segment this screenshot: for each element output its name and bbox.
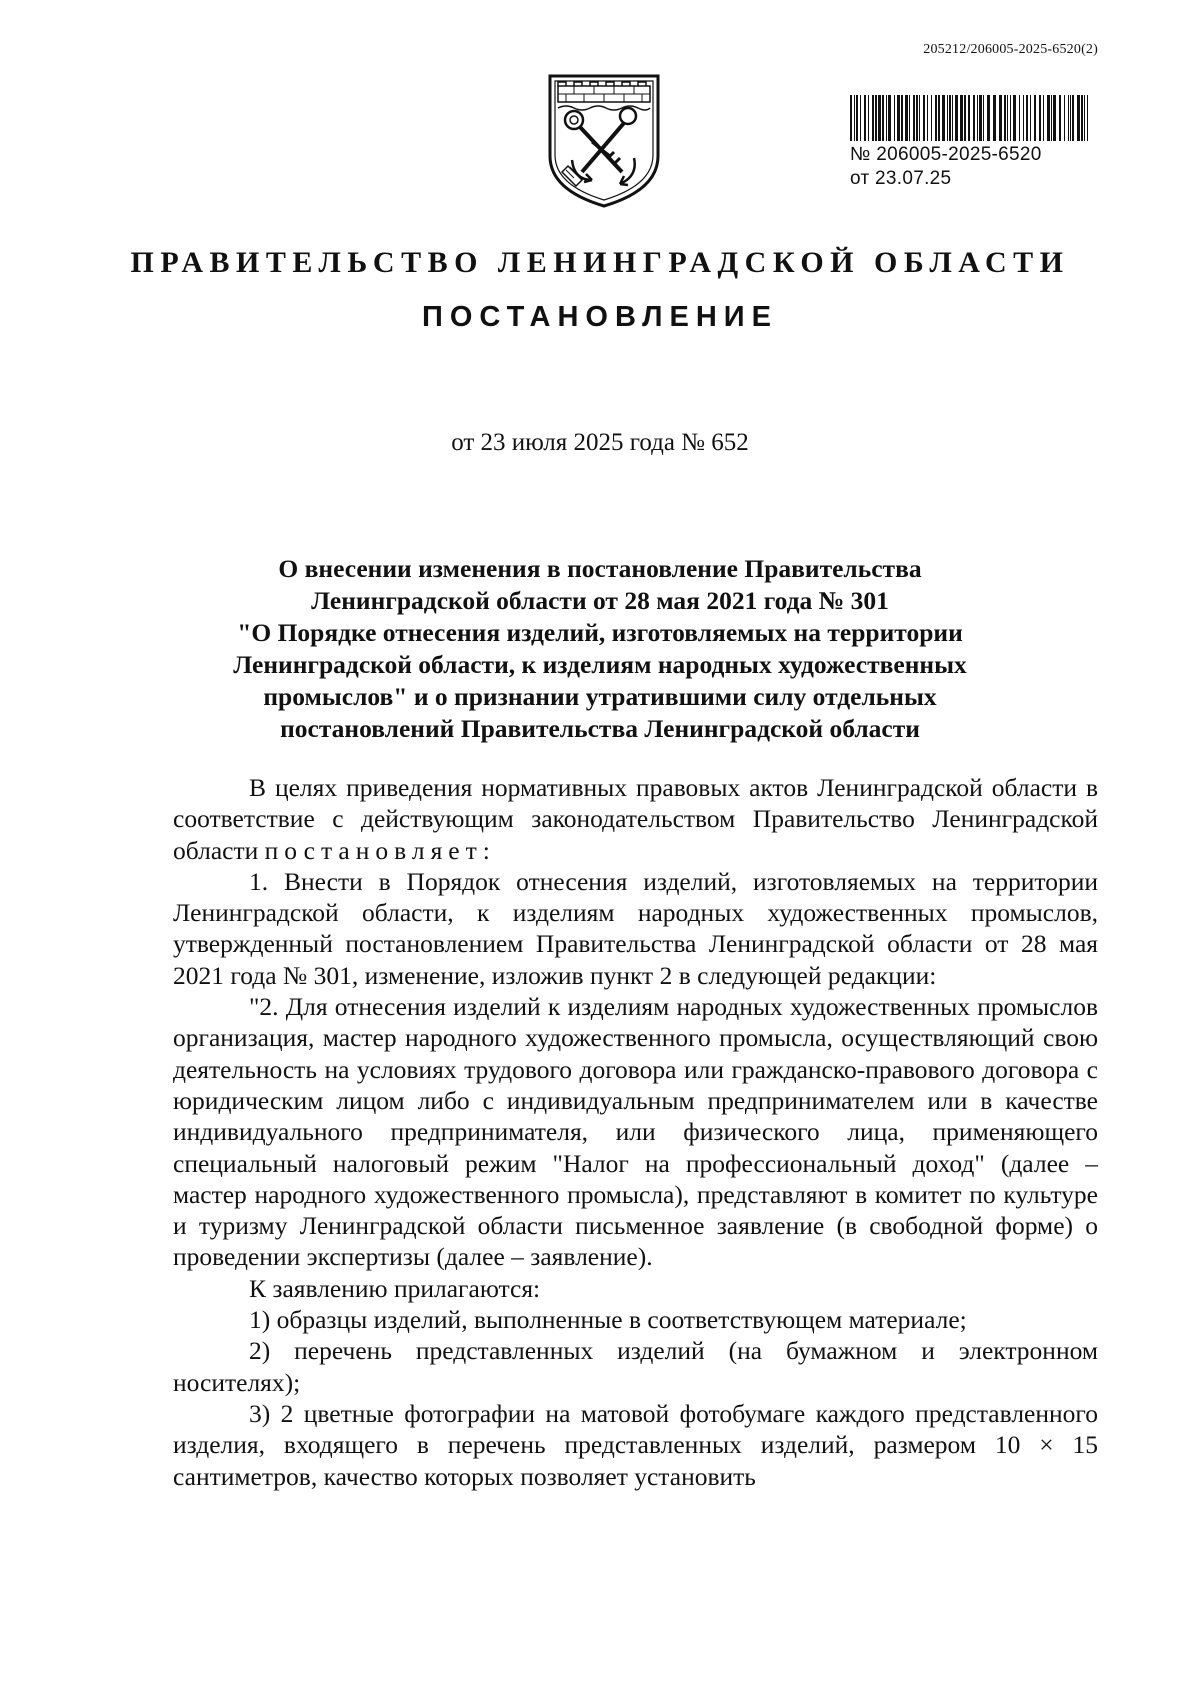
barcode-bar — [860, 95, 861, 141]
barcode-bar — [868, 95, 869, 141]
registration-date: от 23.07.25 — [850, 168, 952, 189]
barcode-bar — [1034, 95, 1036, 141]
barcode-bar — [905, 95, 908, 141]
barcode-bar — [964, 95, 966, 141]
barcode-bar — [1010, 95, 1011, 141]
paragraph-quoted-item-2: "2. Для отнесения изделий к изделиям народных художественных промыслов организация, мастер народного художественного промысла, осуществляющий свою деятельность на условиях трудового договора или гражданско-правового договора с юридическим лицом либо с индивидуальным предпринимателем или в качестве индивидуального предпринимателя, или физического лица, применяющего специальный налоговый режим "Налог на профессиональный доход" (далее – мастер народного художественного промысла), представляют в комитет по культуре и туризму Ленинградской области письменное заявление (в свободной форме) о проведении экспертизы (далее – заявление). — [173, 992, 1098, 1272]
barcode-bar — [1030, 95, 1031, 141]
intro-paragraph — [173, 772, 1098, 866]
barcode-bar — [909, 95, 910, 141]
reference-code: 205212/206005-2025-6520(2) — [923, 42, 1098, 57]
barcode-bar — [1051, 95, 1052, 141]
heading-line: О внесении изменения в постановление Правительства — [278, 554, 922, 583]
barcode-bar — [1023, 95, 1024, 141]
barcode-bar — [923, 95, 925, 141]
barcode-bar — [952, 95, 953, 141]
barcode-bar — [1059, 95, 1061, 141]
heading-line: промыслов" и о признании утратившими силу отдельных — [263, 682, 937, 711]
barcode-bar — [968, 95, 970, 141]
barcode-bar — [947, 95, 948, 141]
attachment-item-1: 1) образцы изделий, выполненные в соответствующем материале; — [249, 1305, 967, 1335]
document-body — [173, 772, 1098, 1492]
barcode-bar — [1013, 95, 1016, 141]
heading-line: "О Порядке отнесения изделий, изготовляемых на территории — [237, 618, 963, 647]
barcode-bar — [878, 95, 881, 141]
barcode-bar — [993, 95, 996, 141]
barcode-bar — [850, 95, 852, 141]
attachment-item-2: 2) перечень представленных изделий (на бумажном и электронном носителях); — [173, 1336, 1098, 1397]
barcode-bar — [1026, 95, 1028, 141]
barcode-bar — [1053, 95, 1056, 141]
barcode-bar — [1043, 95, 1044, 141]
barcode-bar — [955, 95, 958, 141]
barcode-bar — [979, 95, 982, 141]
barcode-bar — [938, 95, 940, 141]
barcode-bar — [1007, 95, 1008, 141]
barcode-bar — [977, 95, 978, 141]
barcode-bar — [856, 95, 858, 141]
barcode-bar — [1068, 95, 1069, 141]
barcode-bar — [901, 95, 903, 141]
barcode-bar — [913, 95, 915, 141]
barcode-bar — [1064, 95, 1065, 141]
intro-text: В целях приведения нормативных правовых актов Ленинградской области в соответствие с действующим законодательством Правительство Ленинградской области — [173, 773, 1098, 865]
barcode-bar — [1072, 95, 1074, 141]
barcode-bar — [854, 95, 855, 141]
barcode-bar — [919, 95, 920, 141]
barcode-bar — [999, 95, 1002, 141]
barcode-bar — [888, 95, 891, 141]
barcode-bar — [1087, 95, 1088, 141]
barcode-bar — [1019, 95, 1020, 141]
barcode-bar — [949, 95, 951, 141]
registration-stamp — [850, 95, 1090, 191]
barcode-bar — [864, 95, 866, 141]
barcode-bar — [973, 95, 975, 141]
barcode-bar — [931, 95, 932, 141]
attachment-item-3: 3) 2 цветные фотографии на матовой фотобумаге каждого представленного изделия, входящего в перечень представленных изделий, размером 10 × 15 сантиметров, качество которых позволяет установить — [173, 1398, 1098, 1491]
heading-line: Ленинградской области от 28 мая 2021 года № 301 — [311, 586, 889, 615]
document-heading — [120, 553, 1080, 745]
barcode-bar — [897, 95, 900, 141]
document-date-number: от 23 июля 2025 года № 652 — [451, 429, 749, 456]
barcode-bar — [927, 95, 928, 141]
barcode-bar — [894, 95, 895, 141]
barcode-bar — [960, 95, 963, 141]
heading-line: Ленинградской области, к изделиям народных художественных — [233, 650, 967, 679]
barcode-bar — [882, 95, 884, 141]
heading-line: постановлений Правительства Ленинградской области — [280, 714, 920, 743]
barcode-icon — [850, 95, 1090, 141]
government-title: ПРАВИТЕЛЬСТВО ЛЕНИНГРАДСКОЙ ОБЛАСТИ — [130, 246, 1070, 279]
barcode-bar — [875, 95, 877, 141]
barcode-bar — [1077, 95, 1080, 141]
resolves-word: постановляет: — [264, 835, 496, 865]
barcode-bar — [886, 95, 887, 141]
barcode-bar — [1084, 95, 1085, 141]
barcode-bar — [1004, 95, 1006, 141]
barcode-bar — [1047, 95, 1050, 141]
barcode-bar — [1081, 95, 1083, 141]
barcode-bar — [1039, 95, 1041, 141]
barcode-bar — [872, 95, 874, 141]
barcode-bar — [942, 95, 945, 141]
attachments-intro: К заявлению прилагаются: — [249, 1273, 541, 1303]
document-type: ПОСТАНОВЛЕНИЕ — [422, 301, 778, 333]
barcode-bar — [935, 95, 937, 141]
barcode-bar — [1070, 95, 1071, 141]
coat-of-arms-icon — [544, 72, 664, 210]
barcode-bar — [916, 95, 918, 141]
registration-number: № 206005-2025-6520 — [850, 144, 1042, 165]
paragraph-item-1: 1. Внести в Порядок отнесения изделий, изготовляемых на территории Ленинградской области, к изделиям народных художественных промыслов, утвержденный постановлением Правительства Ленинградской области от 28 мая 2021 года № 301, изменение, изложив пункт 2 в следующей редакции: — [173, 866, 1098, 990]
barcode-bar — [987, 95, 990, 141]
barcode-bar — [983, 95, 984, 141]
